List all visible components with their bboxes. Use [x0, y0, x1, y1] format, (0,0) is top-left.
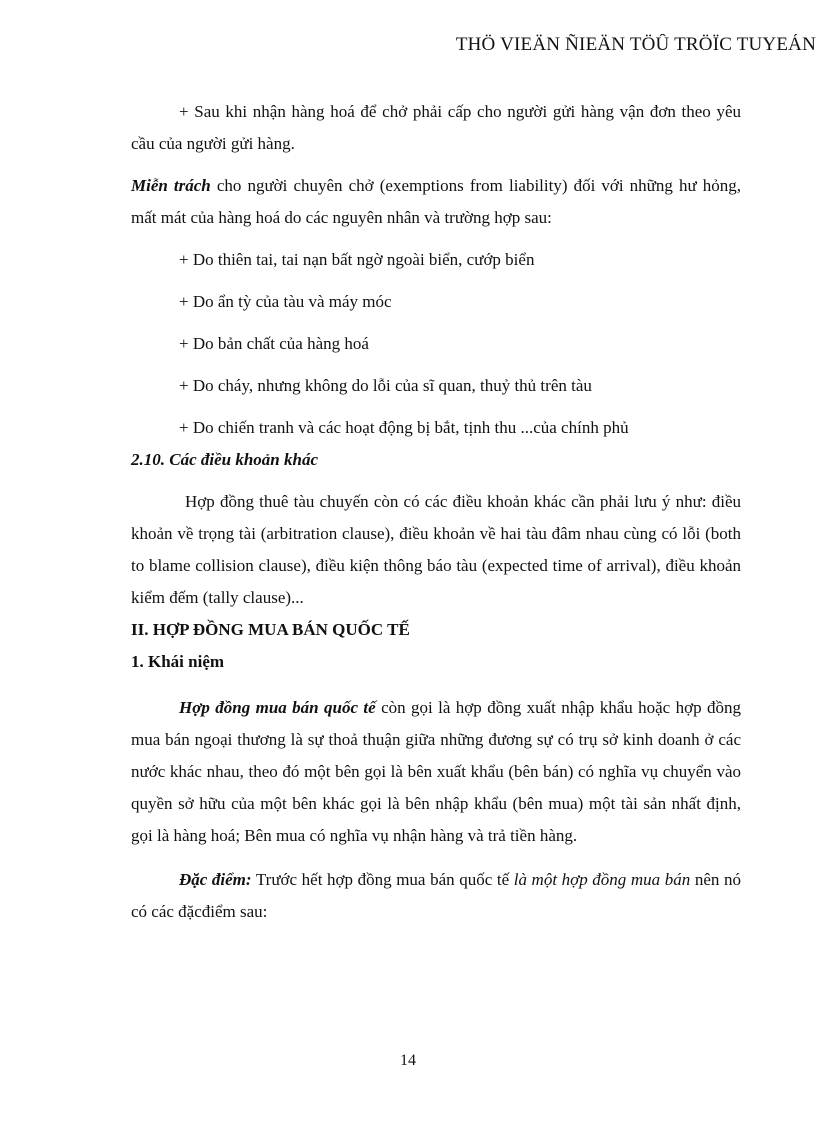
definition-term: Hợp đồng mua bán quốc tế: [179, 698, 376, 717]
definition-paragraph: [131, 692, 741, 852]
list-item: + Do cháy, nhưng không do lỗi của sĩ quan, thuỷ thủ trên tàu: [179, 376, 592, 395]
page-content: [131, 96, 741, 928]
exemptions-term: Miễn trách: [131, 176, 211, 195]
feature-text-b: nên nó có các đặcđiểm sau:: [131, 870, 742, 921]
section-2-10-number: 2.10.: [131, 450, 165, 469]
list-item: + Do bản chất của hàng hoá: [179, 334, 369, 353]
list-item: + Do chiến tranh và các hoạt động bị bắt, tịnh thu ...của chính phủ: [179, 418, 629, 437]
section-2-10-title: Các điều khoản khác: [165, 450, 319, 469]
list-item: + Do ẩn tỳ của tàu và máy móc: [179, 292, 392, 311]
feature-text-italic: là một hợp đồng mua bán: [513, 870, 691, 889]
list-item: + Do thiên tai, tai nạn bất ngờ ngoài biển, cướp biển: [179, 250, 535, 269]
exemptions-text: cho người chuyên chở (exemptions from liability) đối với những hư hỏng, mất mát của hàng hoá do các nguyên nhân và trường hợp sau:: [131, 176, 741, 227]
exemptions-paragraph: [131, 170, 741, 234]
page-header: THÖ VIEÄN ÑIEÄN TÖÛ TRÖÏC TUYEÁN: [455, 34, 816, 55]
section-2-10-body: Hợp đồng thuê tàu chuyến còn có các điều khoản khác cần phải lưu ý như: điều khoản về trọng tài (arbitration clause), điều khoản về hai tàu đâm nhau cùng có lỗi (both to blame collision clause), điều kiện thông báo tàu (expected time of arrival), điều khoản kiểm đếm (tally clause)...: [131, 492, 741, 607]
definition-text: còn gọi là hợp đồng xuất nhập khẩu hoặc hợp đồng mua bán ngoại thương là sự thoả thuận giữa những đương sự có trụ sở kinh doanh ở các nước khác nhau, theo đó một bên gọi là bên xuất khẩu (bên bán) có nghĩa vụ chuyển vào quyền sở hữu của một bên khác gọi là bên nhập khẩu (bên mua) một tài sản nhất định, gọi là hàng hoá; Bên mua có nghĩa vụ nhận hàng và trả tiền hàng.: [131, 698, 742, 845]
page-number: 14: [400, 1052, 416, 1069]
features-paragraph: [131, 864, 741, 928]
section-2-10-heading: [131, 444, 741, 476]
carrier-duty-paragraph: + Sau khi nhận hàng hoá để chở phải cấp cho người gửi hàng vận đơn theo yêu cầu của người gửi hàng.: [131, 102, 741, 153]
exemption-list: [131, 244, 741, 444]
feature-text-a: Trước hết hợp đồng mua bán quốc tế: [251, 870, 514, 889]
feature-term: Đặc điểm:: [179, 870, 252, 889]
section-ii-heading: II. HỢP ĐỒNG MUA BÁN QUỐC TẾ: [131, 620, 410, 639]
section-1-heading: 1. Khái niệm: [131, 652, 225, 671]
